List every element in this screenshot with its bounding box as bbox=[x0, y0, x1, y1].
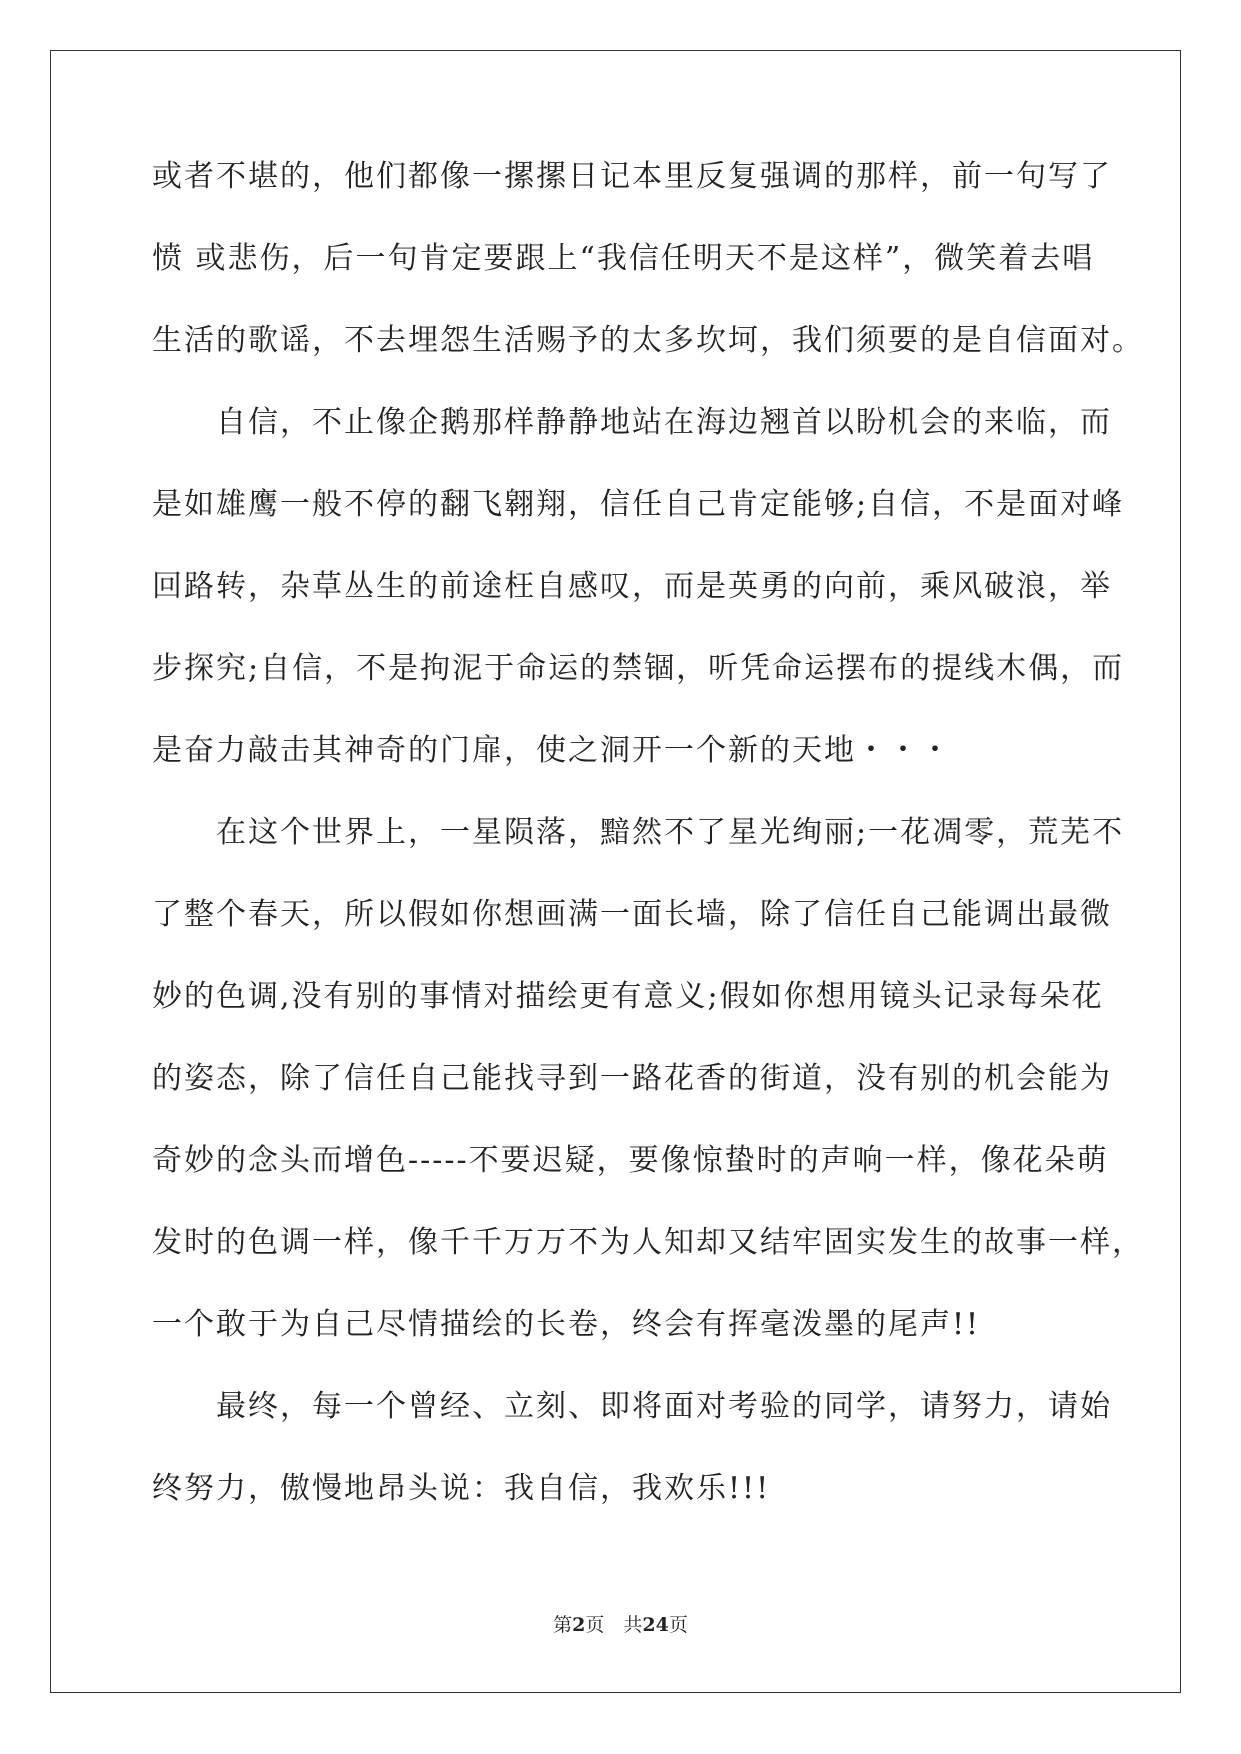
text-line: 愤 或悲伤，后一句肯定要跟上“我信任明天不是这样”，微笑着去唱 bbox=[152, 241, 1095, 276]
text-line: 了整个春天，所以假如你想画满一面长墙，除了信任自己能调出最微 bbox=[152, 897, 1112, 932]
text-line: 或者不堪的，他们都像一摞摞日记本里反复强调的那样，前一句写了 bbox=[152, 159, 1112, 194]
page-number-total: 24 bbox=[642, 1614, 669, 1636]
text-line: 是如雄鹰一般不停的翻飞翱翔，信任自己肯定能够;自信，不是面对峰 bbox=[152, 487, 1125, 522]
text-line: 一个敢于为自己尽情描绘的长卷，终会有挥毫泼墨的尾声!! bbox=[152, 1307, 981, 1342]
text-line: 妙的色调,没有别的事情对描绘更有意义;假如你想用镜头记录每朵花 bbox=[152, 979, 1104, 1014]
text-line: 发时的色调一样，像千千万万不为人知却又结牢固实发生的故事一样， bbox=[152, 1225, 1144, 1260]
text-line: 奇妙的念头而增色-----不要迟疑，要像惊蛰时的声响一样，像花朵萌 bbox=[152, 1143, 1109, 1178]
document-body bbox=[152, 158, 1144, 1552]
text-line: 步探究;自信，不是拘泥于命运的禁锢，听凭命运摆布的提线木偶，而 bbox=[152, 651, 1125, 686]
page-mid: 页 共 bbox=[585, 1614, 643, 1636]
page-prefix: 第 bbox=[553, 1614, 573, 1636]
text-line: 终努力，傲慢地昂头说：我自信，我欢乐!!! bbox=[152, 1471, 771, 1506]
text-line: 自信，不止像企鹅那样静静地站在海边翘首以盼机会的来临，而 bbox=[152, 405, 1112, 440]
text-line: 回路转，杂草丛生的前途枉自感叹，而是英勇的向前，乘风破浪，举 bbox=[152, 569, 1112, 604]
text-line: 是奋力敲击其神奇的门扉，使之洞开一个新的天地・・・ bbox=[152, 733, 952, 768]
text-line: 的姿态，除了信任自己能找寻到一路花香的街道，没有别的机会能为 bbox=[152, 1061, 1112, 1096]
text-line: 最终，每一个曾经、立刻、即将面对考验的同学，请努力，请始 bbox=[152, 1389, 1112, 1424]
text-line: 在这个世界上，一星陨落，黯然不了星光绚丽;一花凋零，荒芜不 bbox=[152, 815, 1125, 850]
page-footer bbox=[0, 1610, 1241, 1637]
page-number-current: 2 bbox=[572, 1614, 586, 1636]
text-line: 生活的歌谣，不去埋怨生活赐予的太多坎坷，我们须要的是自信面对。 bbox=[152, 323, 1144, 358]
page-suffix: 页 bbox=[668, 1614, 688, 1636]
